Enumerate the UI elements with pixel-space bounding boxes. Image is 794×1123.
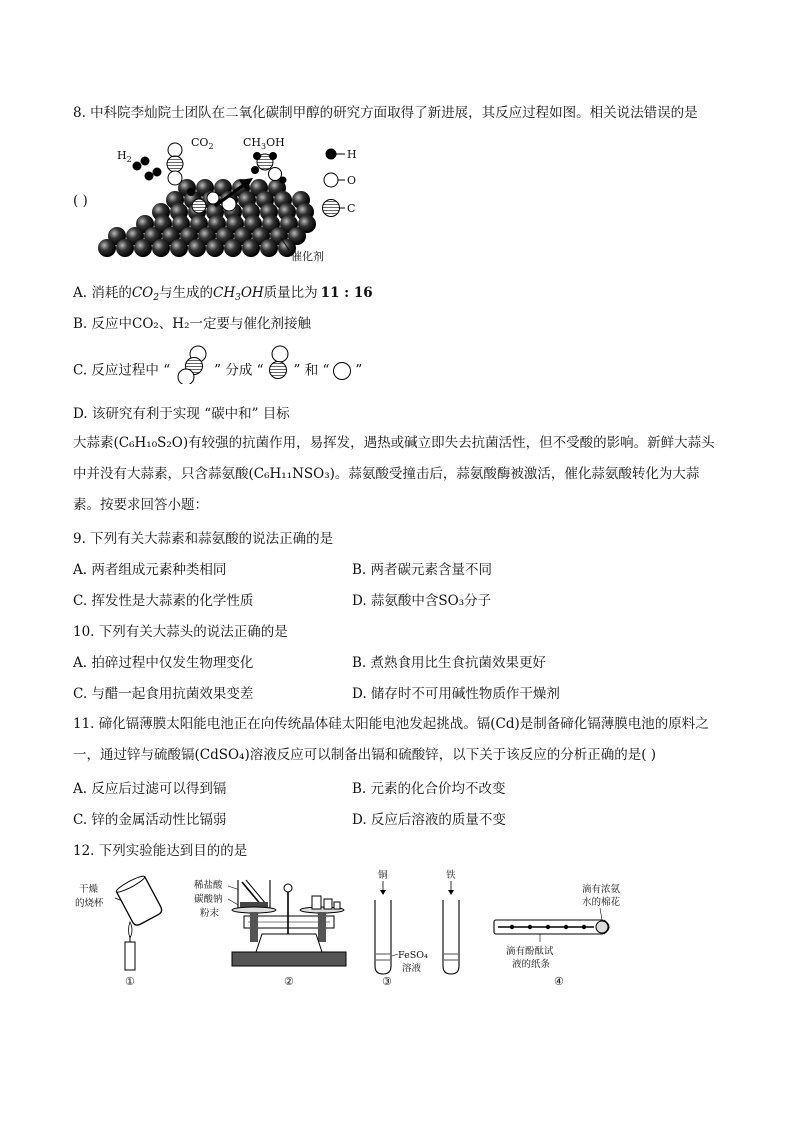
svg-text:滴有酚酞试: 滴有酚酞试 <box>506 946 554 957</box>
q12-figure-3-test-tubes <box>360 866 470 990</box>
q12-stem: 12. 下列实验能达到目的的是 <box>73 843 248 859</box>
svg-text:干燥: 干燥 <box>79 884 99 895</box>
svg-text:O: O <box>347 174 357 187</box>
q10-option-b: B. 煮熟食用比生食抗菌效果更好 <box>352 655 547 671</box>
q11-option-c: C. 锌的金属活动性比镉弱 <box>73 812 227 828</box>
q9-option-d: D. 蒜氨酸中含SO₃分子 <box>352 593 492 609</box>
svg-text:水的棉花: 水的棉花 <box>582 897 621 908</box>
garlic-passage: 大蒜素(C₆H₁₀S₂O)有较强的抗菌作用，易挥发，遇热或碱立即失去抗菌活性，但不受酸的影响。新鲜大蒜头中并没有大蒜素，只含蒜氨酸(C₆H₁₁NSO₃)。蒜氨酸受撞击后，蒜氨酸酶被激活，催化蒜氨酸转化为大蒜素。按要求回答小题： <box>73 435 715 513</box>
q11-option-b: B. 元素的化合价均不改变 <box>352 781 506 797</box>
q11-stem: 11. 碲化镉薄膜太阳能电池正在向传统晶体硅太阳能电池发起挑战。镉(Cd)是制备碲化镉薄膜电池的原料之一，通过锌与硫酸镉(CdSO₄)溶液反应可以制备出镉和硫酸锌，以下关于该反应的分析正确的是( ) <box>73 716 709 763</box>
svg-text:溶液: 溶液 <box>402 963 422 974</box>
svg-text:的烧杯: 的烧杯 <box>75 898 104 909</box>
q8-reaction-figure <box>95 128 385 270</box>
q9-stem: 9. 下列有关大蒜素和蒜氨酸的说法正确的是 <box>73 531 334 547</box>
q8-option-a: A. 消耗的$CO_2$与生成的$CH_3OH$质量比为 11 : 16 <box>73 285 373 303</box>
q11-option-a: A. 反应后过滤可以得到镉 <box>73 781 227 797</box>
svg-text:C: C <box>347 202 356 215</box>
svg-text:粉末: 粉末 <box>200 908 220 919</box>
co2-molecule-icon <box>172 344 212 384</box>
svg-text:铁: 铁 <box>446 870 456 881</box>
q12-figure-1-beaker-candle <box>75 868 175 990</box>
svg-text:液的纸条: 液的纸条 <box>512 959 551 970</box>
catalyst-surface <box>98 179 316 257</box>
atom-legend <box>323 148 357 217</box>
q8-stem: 8. 中科院李灿院士团队在二氧化碳制甲醇的研究方面取得了新进展，其反应过程如图。相关说法错误的是 <box>73 105 698 121</box>
svg-text:①: ① <box>125 975 135 988</box>
h2-label: $H_2$ <box>117 149 132 164</box>
q10-stem: 10. 下列有关大蒜头的说法正确的是 <box>73 624 288 640</box>
o-atom-icon <box>331 360 353 382</box>
co2-label: $CO_2$ <box>191 136 214 151</box>
svg-text:③: ③ <box>382 975 392 988</box>
svg-text:FeSO₄: FeSO₄ <box>398 950 428 961</box>
svg-text:④: ④ <box>554 975 564 988</box>
ch3oh-label: $CH_3OH$ <box>243 136 285 151</box>
svg-text:稀盐酸: 稀盐酸 <box>194 880 223 891</box>
q8-option-d: D. 该研究有利于实现 “碳中和” 目标 <box>73 406 290 422</box>
co-molecule-icon <box>266 344 292 384</box>
svg-text:②: ② <box>284 975 294 988</box>
q10-option-a: A. 拍碎过程中仅发生物理变化 <box>73 655 254 671</box>
q8-option-c: C. 反应过程中 “ ” 分成 “ ” 和 “ ” <box>73 358 362 384</box>
q9-option-c: C. 挥发性是大蒜素的化学性质 <box>73 593 254 609</box>
svg-text:滴有浓氨: 滴有浓氨 <box>582 884 621 895</box>
q10-option-d: D. 储存时不可用碱性物质作干燥剂 <box>352 686 560 702</box>
q9-option-b: B. 两者碳元素含量不同 <box>352 562 493 578</box>
q8-paren: ( ) <box>73 193 88 209</box>
svg-text:铜: 铜 <box>378 870 388 881</box>
q12-figure-2-balance <box>192 868 362 990</box>
q12-figure-4-ammonia-tube <box>490 872 630 990</box>
q9-option-a: A. 两者组成元素种类相同 <box>73 562 227 578</box>
q10-option-c: C. 与醋一起食用抗菌效果变差 <box>73 686 254 702</box>
q11-option-d: D. 反应后溶液的质量不变 <box>352 812 506 828</box>
q8-option-b: B. 反应中CO₂、H₂一定要与催化剂接触 <box>73 316 311 332</box>
svg-text:碳酸钠: 碳酸钠 <box>194 894 223 905</box>
svg-text:H: H <box>347 148 357 161</box>
catalyst-label: 催化剂 <box>291 250 324 263</box>
